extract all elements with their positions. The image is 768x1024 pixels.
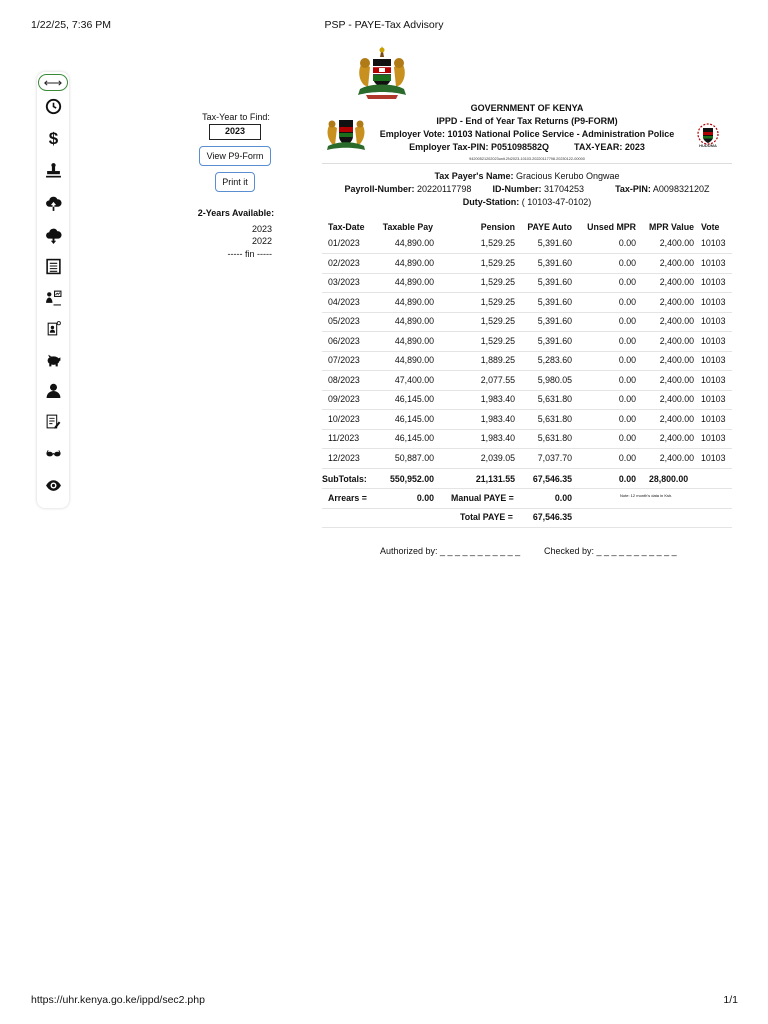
cell-pension: 1,529.25: [480, 296, 515, 307]
id-label: ID-Number:: [492, 184, 542, 194]
col-pension: Pension: [480, 222, 515, 232]
col-taxable-pay: Taxable Pay: [382, 222, 433, 232]
manual-paye-value: 0.00: [554, 493, 572, 503]
sidebar: [37, 72, 69, 508]
cell-unsed-mpr: 0.00: [618, 316, 636, 326]
page-number: 1/1: [723, 994, 738, 1006]
print-date: 1/22/25, 7:36 PM: [31, 19, 111, 31]
cell-unsed-mpr: 0.00: [618, 238, 636, 248]
payroll-label: Payroll-Number:: [344, 184, 415, 194]
cell-vote: 10103: [701, 335, 726, 346]
cell-paye-auto: 5,283.60: [537, 355, 572, 365]
arrears-row: [322, 489, 732, 509]
print-button[interactable]: Print it: [215, 172, 255, 192]
employer-pin-line: [322, 142, 732, 152]
total-paye-value: 67,546.35: [532, 512, 572, 522]
table-row: [322, 293, 732, 313]
taxpayer-name-line: [322, 171, 732, 181]
stamp-icon[interactable]: [37, 160, 69, 180]
cell-vote: 10103: [701, 257, 726, 268]
print-footer: [0, 994, 768, 1008]
table-row: [322, 371, 732, 391]
years-available-label: 2-Years Available:: [197, 208, 275, 218]
cell-mpr-value: 2,400.00: [659, 257, 694, 268]
cell-tax-date: 09/2023: [328, 394, 360, 404]
year-option-2023[interactable]: 2023: [251, 224, 272, 234]
table-row: [322, 312, 732, 332]
duty-station: ( 10103-47-0102): [521, 197, 592, 207]
cell-tax-date: 12/2023: [328, 452, 360, 463]
cell-paye-auto: 5,391.60: [537, 257, 572, 268]
col-tax-date: Tax-Date: [328, 222, 365, 232]
cell-tax-date: 07/2023: [328, 355, 360, 365]
dollar-icon[interactable]: [37, 127, 69, 147]
cell-pension: 1,983.40: [480, 394, 515, 404]
cell-taxable-pay: 46,145.00: [394, 394, 434, 404]
total-divider: [322, 527, 732, 528]
cell-unsed-mpr: 0.00: [618, 394, 636, 404]
cell-mpr-value: 2,400.00: [659, 452, 694, 463]
cell-tax-date: 02/2023: [328, 257, 360, 268]
cell-paye-auto: 5,631.80: [537, 433, 572, 443]
cell-taxable-pay: 44,890.00: [394, 355, 434, 365]
form-title: IPPD - End of Year Tax Returns (P9-FORM): [436, 116, 618, 126]
cell-pension: 2,077.55: [480, 374, 515, 385]
row-divider: [322, 468, 732, 469]
people-chart-icon[interactable]: [37, 287, 69, 307]
table-row: [322, 254, 732, 274]
cell-pension: 1,529.25: [480, 277, 515, 287]
duty-station-line: [322, 197, 732, 207]
cell-tax-date: 05/2023: [328, 316, 360, 326]
cell-unsed-mpr: 0.00: [618, 413, 636, 424]
table-row: [322, 429, 732, 449]
cell-mpr-value: 2,400.00: [659, 277, 694, 287]
subtotals-row: [322, 470, 732, 490]
cell-paye-auto: 5,391.60: [537, 277, 572, 287]
cell-paye-auto: 5,391.60: [537, 296, 572, 307]
tax-year-label: Tax-Year to Find:: [202, 112, 270, 122]
cell-mpr-value: 2,400.00: [659, 413, 694, 424]
cell-vote: 10103: [701, 355, 726, 365]
cell-tax-date: 04/2023: [328, 296, 360, 307]
cell-vote: 10103: [701, 277, 726, 287]
clock-icon[interactable]: [37, 96, 69, 116]
cell-unsed-mpr: 0.00: [618, 374, 636, 385]
cell-mpr-value: 2,400.00: [659, 316, 694, 326]
cell-tax-date: 08/2023: [328, 374, 360, 385]
subtotal-paye: 67,546.35: [532, 474, 572, 484]
cell-unsed-mpr: 0.00: [618, 355, 636, 365]
cell-pension: 1,983.40: [480, 413, 515, 424]
taxpayer-name-label: Tax Payer's Name:: [434, 171, 514, 181]
cell-pension: 2,039.05: [480, 452, 515, 463]
cell-mpr-value: 2,400.00: [659, 374, 694, 385]
cell-pension: 1,529.25: [480, 316, 515, 326]
cell-taxable-pay: 44,890.00: [394, 257, 434, 268]
duty-station-label: Duty-Station:: [462, 197, 520, 207]
tax-year: TAX-YEAR: 2023: [574, 142, 645, 152]
table-row: [322, 390, 732, 410]
table-row: [322, 410, 732, 430]
arrears-label: Arrears =: [328, 493, 367, 503]
table-row: [322, 273, 732, 293]
user-icon[interactable]: [37, 380, 69, 400]
eye-icon[interactable]: [37, 475, 69, 495]
view-p9-form-button[interactable]: View P9-Form: [199, 146, 271, 166]
payroll-number: 20220117798: [417, 184, 472, 194]
government-title: GOVERNMENT OF KENYA: [470, 103, 584, 113]
subtotal-taxable: 550,952.00: [389, 474, 434, 484]
header-divider: [322, 163, 732, 164]
cell-vote: 10103: [701, 452, 726, 463]
cell-tax-date: 01/2023: [328, 238, 360, 248]
huduma-label: HUDUMA: [699, 143, 717, 148]
cell-taxable-pay: 46,145.00: [394, 413, 434, 424]
table-row: [322, 351, 732, 371]
tax-year-input[interactable]: 2023: [209, 124, 261, 140]
col-mpr-value: MPR Value: [649, 222, 694, 232]
cell-paye-auto: 7,037.70: [537, 452, 572, 463]
cell-unsed-mpr: 0.00: [618, 296, 636, 307]
cell-unsed-mpr: 0.00: [618, 433, 636, 443]
cell-tax-date: 06/2023: [328, 335, 360, 346]
cell-mpr-value: 2,400.00: [659, 296, 694, 307]
subtotals-label: SubTotals:: [322, 474, 367, 484]
cell-taxable-pay: 50,887.00: [394, 452, 434, 463]
col-vote: Vote: [701, 222, 720, 232]
cell-pension: 1,983.40: [480, 433, 515, 443]
cell-paye-auto: 5,391.60: [537, 335, 572, 346]
cell-mpr-value: 2,400.00: [659, 238, 694, 248]
employer-vote: Employer Vote: 10103 National Police Service - Administration Police: [379, 129, 675, 139]
cell-unsed-mpr: 0.00: [618, 257, 636, 268]
year-option-2022[interactable]: 2022: [251, 236, 272, 246]
taxpayer-name: Gracious Kerubo Ongwae: [515, 171, 620, 181]
cell-mpr-value: 2,400.00: [659, 433, 694, 443]
form-code: 94200521202023unit.2N2023-10103.20220117798.20230122-00000: [469, 157, 585, 161]
subtotal-mpr: 28,800.00: [649, 474, 689, 484]
checked-by: Checked by: _ _ _ _ _ _ _ _ _ _ _: [544, 546, 677, 556]
coat-of-arms-logo: [352, 43, 412, 103]
glasses-icon[interactable]: [37, 442, 69, 462]
subtotal-pension: 21,131.55: [475, 474, 515, 484]
svg-text:$: $: [48, 128, 58, 146]
table-row: [322, 332, 732, 352]
cloud-upload-icon[interactable]: [37, 193, 69, 213]
cell-pension: 1,529.25: [480, 257, 515, 268]
cell-paye-auto: 5,631.80: [537, 394, 572, 404]
cell-taxable-pay: 44,890.00: [394, 335, 434, 346]
cell-vote: 10103: [701, 413, 726, 424]
arrears-value: 0.00: [416, 493, 434, 503]
cell-paye-auto: 5,980.05: [537, 374, 572, 385]
id-number: 31704253: [543, 184, 585, 194]
cell-vote: 10103: [701, 433, 726, 443]
subtotal-unsed: 0.00: [618, 474, 636, 484]
cell-paye-auto: 5,631.80: [537, 413, 572, 424]
tax-pin-label: Tax-PIN:: [615, 184, 651, 194]
cell-taxable-pay: 44,890.00: [394, 238, 434, 248]
cell-vote: 10103: [701, 238, 726, 248]
cell-taxable-pay: 44,890.00: [394, 316, 434, 326]
cell-pension: 1,529.25: [480, 335, 515, 346]
cell-vote: 10103: [701, 316, 726, 326]
list-end-marker: ----- fin -----: [227, 249, 272, 259]
cell-mpr-value: 2,400.00: [659, 355, 694, 365]
cloud-download-icon[interactable]: [37, 226, 69, 246]
manual-paye-label: Manual PAYE =: [451, 493, 514, 503]
cell-paye-auto: 5,391.60: [537, 238, 572, 248]
cell-taxable-pay: 47,400.00: [394, 374, 434, 385]
document-person-icon[interactable]: [37, 318, 69, 338]
total-paye-label: Total PAYE =: [460, 512, 513, 522]
cell-tax-date: 11/2023: [328, 433, 360, 443]
print-url[interactable]: https://uhr.kenya.go.ke/ippd/sec2.php: [31, 994, 205, 1006]
employer-pin: Employer Tax-PIN: P051098582Q: [409, 142, 549, 152]
tax-pin: A009832120Z: [652, 184, 710, 194]
col-paye-auto: PAYE Auto: [527, 222, 572, 232]
cell-vote: 10103: [701, 394, 726, 404]
cell-taxable-pay: 44,890.00: [394, 277, 434, 287]
ledger-icon[interactable]: [37, 256, 69, 276]
cell-vote: 10103: [701, 296, 726, 307]
piggy-bank-icon[interactable]: [37, 349, 69, 369]
cell-taxable-pay: 44,890.00: [394, 296, 434, 307]
cell-mpr-value: 2,400.00: [659, 394, 694, 404]
cell-pension: 1,889.25: [480, 355, 515, 365]
cell-pension: 1,529.25: [480, 238, 515, 248]
edit-document-icon[interactable]: [37, 411, 69, 431]
table-row: [322, 234, 732, 254]
taxpayer-ids-line: [322, 184, 732, 194]
data-note: Note: 12 month's data in Ksh.: [620, 493, 673, 498]
cell-vote: 10103: [701, 374, 726, 385]
cell-unsed-mpr: 0.00: [618, 335, 636, 346]
cell-paye-auto: 5,391.60: [537, 316, 572, 326]
print-title: PSP - PAYE-Tax Advisory: [324, 19, 444, 31]
total-row: [322, 508, 732, 528]
authorized-by: Authorized by: _ _ _ _ _ _ _ _ _ _ _: [380, 546, 521, 556]
cell-mpr-value: 2,400.00: [659, 335, 694, 346]
print-header: [0, 19, 768, 33]
cell-taxable-pay: 46,145.00: [394, 433, 434, 443]
sidebar-toggle-button[interactable]: ⟷: [38, 74, 68, 91]
cell-unsed-mpr: 0.00: [618, 277, 636, 287]
col-unsed-mpr: Unsed MPR: [587, 222, 636, 232]
cell-unsed-mpr: 0.00: [618, 452, 636, 463]
cell-tax-date: 03/2023: [328, 277, 360, 287]
table-row: [322, 449, 732, 469]
cell-tax-date: 10/2023: [328, 413, 360, 424]
